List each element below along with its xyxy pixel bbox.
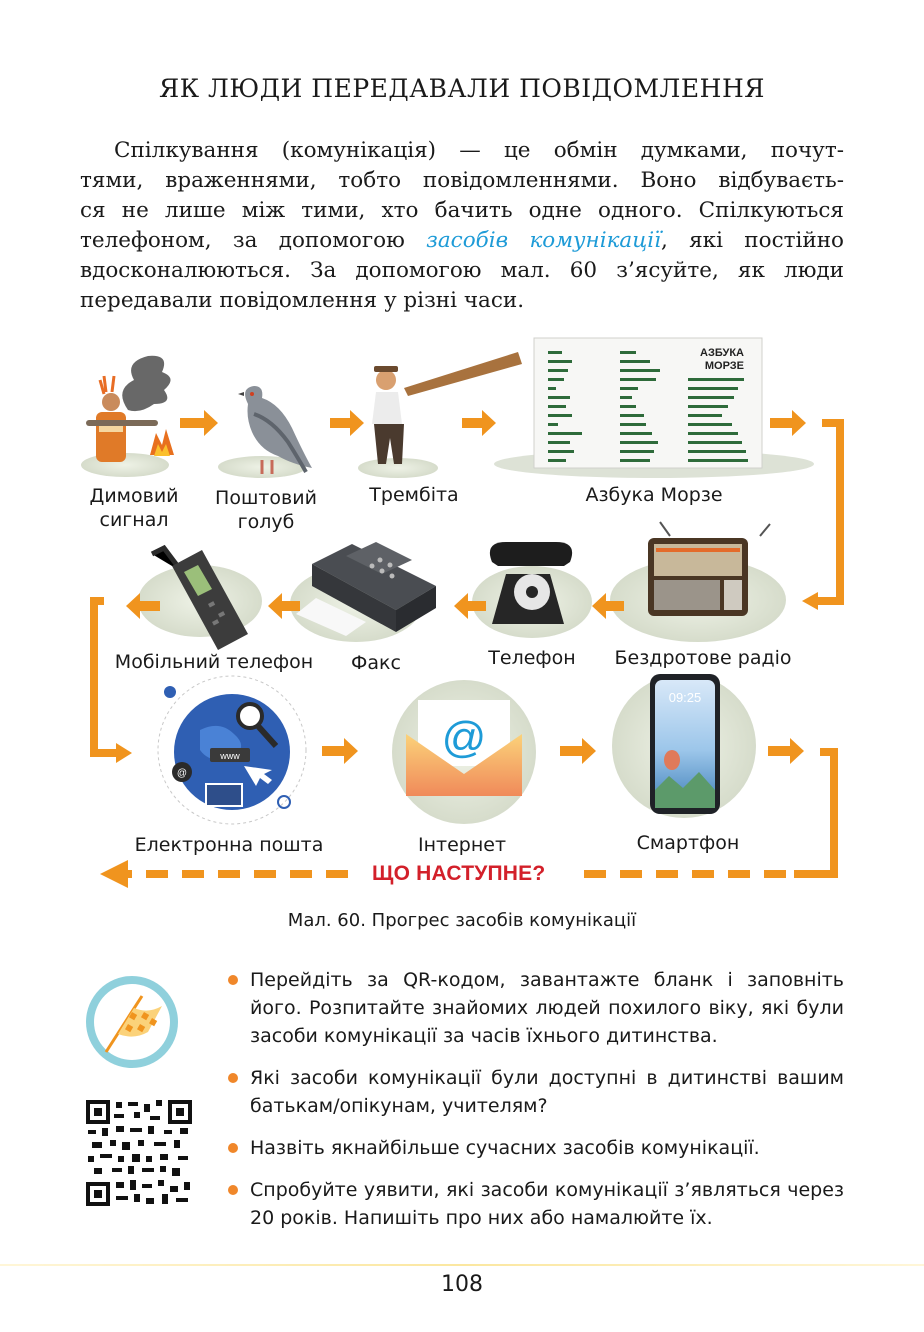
- connector-left: [94, 601, 118, 753]
- footer-rule: [0, 1264, 924, 1266]
- envelope-at-icon: [392, 680, 536, 824]
- task-item: Які засоби комунікації були доступні в дитинстві вашим батькам/опікунам, учителям?: [228, 1064, 844, 1120]
- term-link[interactable]: засобів комунікації: [426, 228, 661, 253]
- morse-chart-icon: [494, 338, 814, 478]
- at-symbol: @: [441, 713, 487, 762]
- smoke-signal-icon: [81, 356, 174, 477]
- intro-paragraph: [80, 136, 844, 316]
- label-morse: Азбука Морзе: [585, 484, 723, 506]
- trembita-icon: [358, 352, 522, 478]
- task-list: [228, 966, 844, 1246]
- clock-text: 09:25: [668, 690, 702, 705]
- arrow-right-6: [560, 738, 596, 764]
- arrow-down-left-1: [802, 592, 818, 610]
- arrow-right-1: [180, 410, 218, 436]
- page-title: ЯК ЛЮДИ ПЕРЕДАВАЛИ ПОВІДОМЛЕННЯ: [159, 74, 765, 103]
- intro-line-4: телефоном, за допомогою засобів комунікації, які постійно: [80, 228, 844, 253]
- pigeon-icon: [218, 386, 312, 478]
- intro-line-3: ся не лише між тими, хто бачить одне одного. Спілкуються: [80, 198, 844, 223]
- label-pigeon: Поштовий голуб: [215, 487, 317, 533]
- arrow-right-7: [768, 738, 804, 764]
- label-smoke: Димовий сигнал: [89, 485, 179, 531]
- intro-line-5: вдосконалюються. За допомогою мал. 60 з’ясуйте, як люди: [80, 258, 844, 283]
- label-email: Електронна пошта: [134, 834, 324, 856]
- label-mobile: Мобільний телефон: [114, 651, 314, 673]
- label-internet: Інтернет: [417, 834, 507, 856]
- task-item: Спробуйте уявити, які засоби комунікації з’являться через 20 років. Напишіть про них або намалюйте їх.: [228, 1176, 844, 1232]
- globe-email-icon: [158, 676, 306, 824]
- qr-code-icon[interactable]: [84, 1098, 194, 1208]
- label-fax: Факс: [351, 652, 401, 674]
- arrow-right-4: [770, 410, 806, 436]
- task-item: Назвіть якнайбільше сучасних засобів комунікації.: [228, 1134, 844, 1162]
- at-small: @: [176, 768, 188, 779]
- label-phone: Телефон: [488, 647, 576, 669]
- arrow-right-2: [330, 410, 364, 436]
- connector-right-1: [816, 423, 840, 601]
- arrow-left-end: [100, 860, 128, 888]
- morse-title-1: АЗБУКА: [700, 347, 744, 359]
- intro-line-2: тями, враженнями, тобто повідомленнями. Воно відбуваєть-: [80, 168, 844, 193]
- www-label: www: [220, 751, 240, 761]
- morse-title-2: МОРЗЕ: [704, 360, 744, 372]
- page-number: 108: [441, 1272, 483, 1297]
- task-item: Перейдіть за QR-кодом, завантажте бланк і заповніть його. Розпитайте знайомих людей похилого віку, які були засоби комунікації за часів їхнього дитинства.: [228, 966, 844, 1050]
- intro-line-6: передавали повідомлення у різні часи.: [80, 288, 525, 313]
- connector-right-2: [794, 752, 834, 874]
- smartphone-icon: [612, 674, 756, 818]
- label-radio: Бездротове радіо: [614, 647, 792, 669]
- intro-line-1: Спілкування (комунікація) — це обмін думками, почут-: [114, 138, 844, 163]
- arrow-right-down-1: [116, 743, 132, 763]
- label-smartphone: Смартфон: [636, 832, 740, 854]
- whats-next-label: ЩО НАСТУПНЕ?: [372, 862, 546, 885]
- arrow-right-3: [462, 410, 496, 436]
- label-trembita: Трембіта: [369, 484, 459, 506]
- arrow-right-5: [322, 738, 358, 764]
- communication-diagram: [0, 330, 924, 910]
- finish-flag-icon: [84, 972, 184, 1072]
- figure-caption: Мал. 60. Прогрес засобів комунікації: [287, 910, 637, 931]
